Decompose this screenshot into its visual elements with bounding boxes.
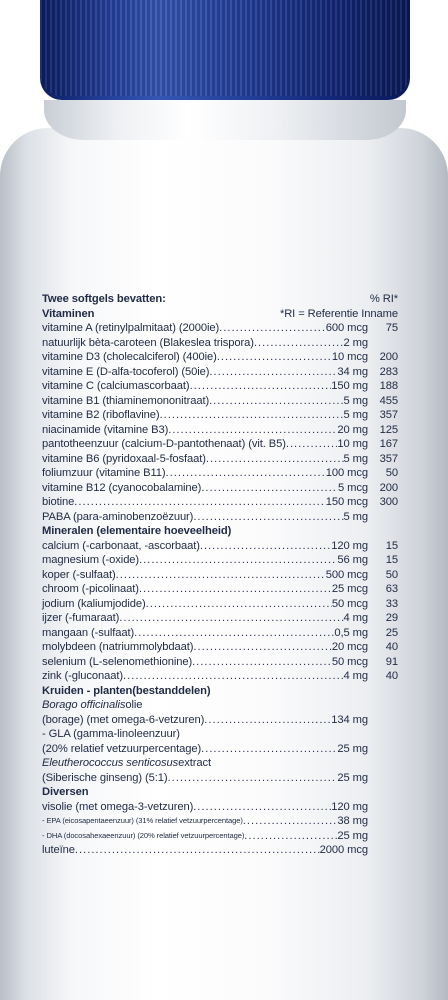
vitamin-name: vitamine B12 (cyanocobalamine) — [42, 481, 202, 494]
mineral-row — [42, 669, 398, 684]
dot-leader — [160, 408, 344, 423]
dot-leader — [166, 466, 326, 481]
vitamin-amount: 5 mg — [343, 409, 368, 421]
herb-gla-amount: 25 mg — [337, 742, 368, 755]
dot-leader — [116, 568, 326, 583]
section-misc: Diversen — [42, 786, 89, 798]
mineral-amount: 50 mcg — [331, 655, 368, 668]
vitamin-name: vitamine B1 (thiaminemononitraat) — [42, 394, 210, 407]
herb-borago-suffix: olie — [125, 699, 143, 711]
mineral-ri: 91 — [385, 655, 398, 668]
dot-leader — [219, 321, 326, 336]
dot-leader — [244, 829, 337, 844]
vitamin-name: vitamine D3 (cholecalciferol) (400ie) — [42, 351, 217, 363]
vitamin-amount: 600 mcg — [325, 322, 368, 334]
section-minerals: Mineralen (elementaire hoeveelheid) — [42, 525, 232, 537]
herb-borago-desc: (borage) (met omega-6-vetzuren) — [42, 713, 205, 726]
mineral-name: chroom (-picolinaat) — [42, 583, 139, 595]
mineral-name: koper (-sulfaat) — [42, 568, 116, 581]
misc-row — [42, 829, 398, 844]
mineral-ri: 15 — [385, 539, 398, 552]
vitamin-name: vitamine A (retinylpalmitaat) (2000ie) — [42, 322, 220, 334]
herb-borago-amount: 134 mg — [331, 713, 368, 726]
vitamin-amount: 5 mg — [343, 510, 368, 523]
dot-leader — [139, 582, 332, 597]
dot-leader — [201, 742, 337, 757]
vitamin-ri: 75 — [385, 322, 398, 334]
vitamin-amount: 100 mcg — [325, 467, 368, 479]
misc-amount: 25 mg — [337, 829, 368, 842]
mineral-name: mangaan (-sulfaat) — [42, 626, 135, 639]
misc-name: luteïne — [42, 844, 75, 856]
dot-leader — [201, 481, 338, 496]
ri-note: *RI = Referentie Inname — [279, 307, 398, 320]
herb-eleuth-desc: (Siberische ginseng) (5:1) — [42, 771, 168, 784]
misc-amount: 38 mg — [337, 815, 368, 827]
mineral-amount: 500 mcg — [325, 568, 368, 581]
mineral-amount: 50 mcg — [331, 597, 368, 610]
dot-leader — [243, 814, 338, 829]
dot-leader — [193, 510, 343, 525]
vitamin-ri: 357 — [379, 452, 398, 465]
vitamin-ri: 200 — [379, 481, 398, 494]
herb-gla-desc: (20% relatief vetzuurpercentage) — [42, 742, 202, 755]
mineral-row — [42, 597, 398, 612]
vitamin-ri: 200 — [379, 351, 398, 363]
mineral-ri: 40 — [385, 670, 398, 682]
herb-borago-line1 — [42, 698, 398, 713]
vitamin-ri: 300 — [379, 496, 398, 508]
herb-eleuth-amount: 25 mg — [337, 771, 368, 784]
mineral-amount: 20 mcg — [331, 641, 368, 653]
mineral-amount: 4 mg — [343, 670, 368, 682]
serving-intro: Twee softgels bevatten: — [42, 293, 166, 305]
mineral-name: magnesium (-oxide) — [42, 554, 140, 566]
mineral-ri: 25 — [385, 626, 398, 639]
dot-leader — [168, 771, 338, 786]
label-header — [42, 292, 398, 307]
vitamin-name: biotine — [42, 496, 75, 508]
vitamin-amount: 5 mg — [343, 452, 368, 465]
mineral-row — [42, 611, 398, 626]
vitamin-row — [42, 423, 398, 438]
mineral-ri: 40 — [385, 641, 398, 653]
vitamin-ri: 167 — [379, 438, 398, 450]
herb-borago-line2 — [42, 713, 398, 728]
vitamins-heading-row — [42, 307, 398, 322]
herb-borago-latin: Borago officinalis — [42, 699, 126, 711]
dot-leader — [146, 597, 332, 612]
mineral-name: calcium (-carbonaat, -ascorbaat) — [42, 539, 200, 552]
vitamin-row — [42, 466, 398, 481]
vitamin-row — [42, 336, 398, 351]
vitamin-ri: 283 — [379, 365, 398, 378]
vitamin-amount: 34 mg — [337, 365, 368, 378]
mineral-name: ijzer (-fumaraat) — [42, 612, 120, 624]
mineral-ri: 29 — [385, 612, 398, 624]
herb-gla-line2 — [42, 742, 398, 757]
vitamin-amount: 5 mcg — [338, 481, 368, 494]
dot-leader — [206, 452, 344, 467]
cap-ribs — [40, 0, 410, 96]
vitamin-row — [42, 510, 398, 525]
vitamin-row — [42, 408, 398, 423]
mineral-amount: 25 mcg — [331, 583, 368, 595]
dot-leader — [190, 379, 332, 394]
herbs-list — [42, 698, 398, 785]
misc-amount: 120 mg — [331, 800, 368, 813]
dot-leader — [286, 437, 338, 452]
vitamin-ri: 455 — [379, 394, 398, 407]
dot-leader — [123, 669, 344, 684]
dot-leader — [204, 713, 331, 728]
misc-row — [42, 814, 398, 829]
vitamin-amount: 10 mcg — [331, 351, 368, 363]
vitamin-amount: 150 mcg — [325, 496, 368, 508]
vitamin-ri: 188 — [379, 380, 398, 392]
dot-leader — [139, 553, 337, 568]
misc-row — [42, 843, 398, 858]
dot-leader — [75, 843, 320, 858]
vitamin-amount: 2 mg — [343, 336, 368, 349]
vitamin-row — [42, 350, 398, 365]
herb-eleuth-line1 — [42, 756, 398, 771]
vitamin-name: pantotheenzuur (calcium-D-pantothenaat) (vit. B5) — [42, 438, 286, 450]
vitamin-name: foliumzuur (vitamine B11) — [42, 467, 166, 479]
vitamin-row — [42, 481, 398, 496]
misc-list — [42, 800, 398, 858]
misc-name: - DHA (docosahexaeenzuur) (20% relatief vetzuurpercentage) — [42, 830, 245, 840]
vitamin-row — [42, 321, 398, 336]
mineral-row — [42, 655, 398, 670]
dot-leader — [119, 611, 343, 626]
mineral-amount: 4 mg — [343, 612, 368, 624]
dot-leader — [209, 394, 343, 409]
dot-leader — [217, 350, 332, 365]
vitamin-row — [42, 379, 398, 394]
herb-eleuth-latin: Eleutherococcus senticosus — [42, 757, 179, 769]
vitamin-row — [42, 437, 398, 452]
supplement-facts-label — [42, 292, 398, 858]
mineral-name: zink (-gluconaat) — [42, 670, 123, 682]
vitamins-list — [42, 321, 398, 524]
dot-leader — [209, 365, 337, 380]
mineral-row — [42, 582, 398, 597]
dot-leader — [134, 626, 334, 641]
mineral-amount: 120 mg — [331, 539, 368, 552]
dot-leader — [74, 495, 326, 510]
mineral-row — [42, 553, 398, 568]
herb-eleuth-suffix: extract — [178, 757, 211, 769]
bottle-neck — [44, 100, 406, 140]
mineral-ri: 63 — [385, 583, 398, 595]
dot-leader — [254, 336, 344, 351]
vitamin-ri: 125 — [379, 423, 398, 436]
dot-leader — [168, 423, 337, 438]
mineral-name: jodium (kaliumjodide) — [42, 597, 146, 610]
misc-name: visolie (met omega-3-vetzuren) — [42, 800, 194, 813]
mineral-ri: 33 — [385, 597, 398, 610]
mineral-row — [42, 640, 398, 655]
vitamin-amount: 150 mg — [331, 380, 368, 392]
vitamin-row — [42, 365, 398, 380]
mineral-row — [42, 568, 398, 583]
vitamin-name: natuurlijk bèta-caroteen (Blakeslea trispora) — [42, 336, 254, 349]
dot-leader — [200, 539, 331, 554]
misc-name: - EPA (eicosapentaeenzuur) (31% relatief vetzuurpercentage) — [42, 816, 243, 825]
section-herbs: Kruiden - planten(bestanddelen) — [42, 684, 211, 697]
mineral-amount: 56 mg — [337, 554, 368, 566]
vitamin-amount: 5 mg — [343, 394, 368, 407]
mineral-row — [42, 626, 398, 641]
vitamin-amount: 10 mg — [337, 438, 368, 450]
minerals-list — [42, 539, 398, 684]
mineral-name: selenium (L-selenomethionine) — [42, 655, 193, 668]
dot-leader — [192, 655, 332, 670]
misc-amount: 2000 mcg — [319, 844, 368, 856]
misc-row — [42, 800, 398, 815]
vitamin-name: niacinamide (vitamine B3) — [42, 423, 169, 436]
vitamin-row — [42, 452, 398, 467]
mineral-name: molybdeen (natriummolybdaat) — [42, 641, 194, 653]
dot-leader — [193, 800, 331, 815]
vitamin-name: vitamine E (D-alfa-tocoferol) (50ie) — [42, 365, 210, 378]
vitamin-row — [42, 495, 398, 510]
vitamin-name: PABA (para-aminobenzoëzuur) — [42, 510, 194, 523]
section-vitamins: Vitaminen — [42, 307, 95, 320]
mineral-amount: 0,5 mg — [334, 626, 368, 639]
vitamin-name: vitamine B2 (riboflavine) — [42, 409, 160, 421]
vitamin-name: vitamine C (calciumascorbaat) — [42, 380, 190, 392]
dot-leader — [193, 640, 331, 655]
mineral-ri: 15 — [385, 554, 398, 566]
vitamin-amount: 20 mg — [337, 423, 368, 436]
vitamin-row — [42, 394, 398, 409]
vitamin-name: vitamine B6 (pyridoxaal-5-fosfaat) — [42, 452, 206, 465]
herb-eleuth-line2 — [42, 771, 398, 786]
vitamin-ri: 357 — [379, 409, 398, 421]
mineral-ri: 50 — [385, 568, 398, 581]
ri-header: % RI* — [369, 293, 398, 305]
vitamin-ri: 50 — [385, 467, 398, 479]
mineral-row — [42, 539, 398, 554]
herb-gla-line1: - GLA (gamma-linoleenzuur) — [42, 728, 180, 740]
